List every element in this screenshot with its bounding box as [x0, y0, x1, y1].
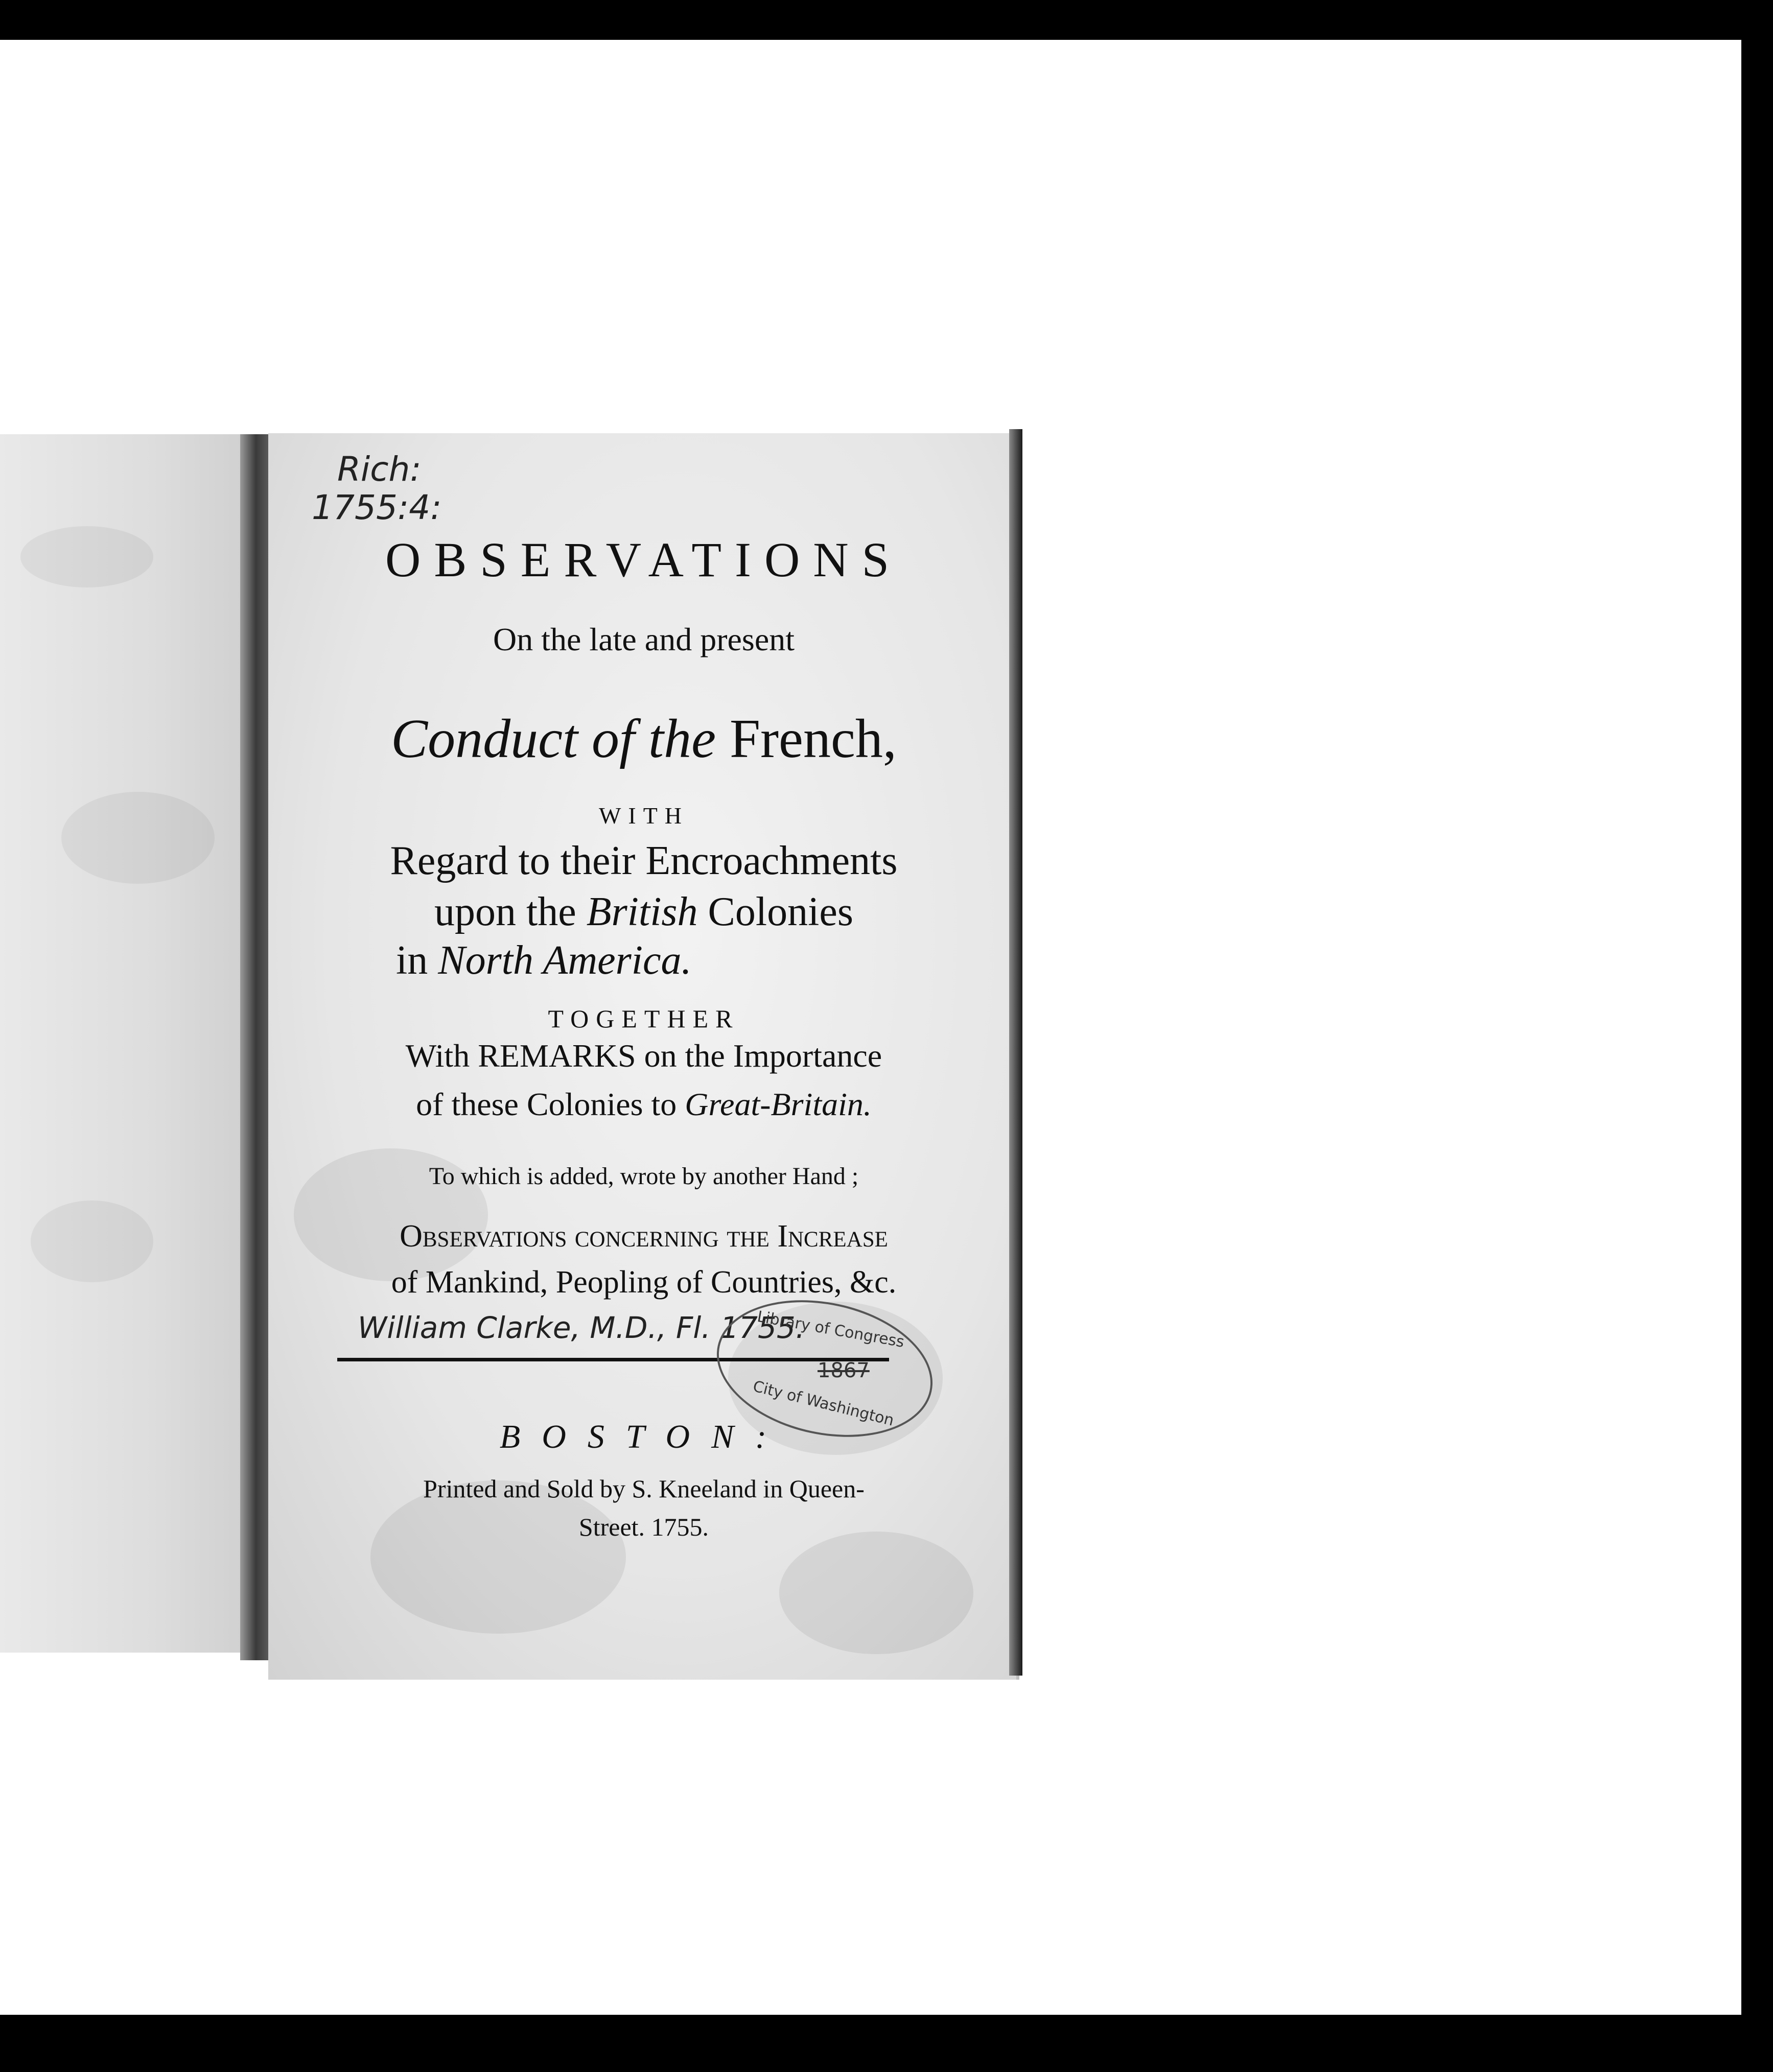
scan-border-top [0, 0, 1773, 40]
french-text: French, [730, 709, 897, 769]
together-word: TOGETHER [548, 1004, 740, 1033]
facing-blank-page [0, 434, 255, 1653]
stamp-year: 1867 [818, 1359, 870, 1382]
scan-border-right [1741, 0, 1773, 2072]
subtitle-line-2 [268, 708, 1019, 771]
owner-inscription: William Clarke, M.D., Fl. 1755. [358, 1310, 805, 1345]
north-america-line [268, 937, 1019, 984]
upon-text: upon the [434, 889, 576, 934]
scan-border-bottom [0, 2015, 1773, 2072]
conduct-text: Conduct of the [391, 709, 716, 769]
with-word: WITH [598, 803, 689, 829]
stamp-bottom-text: City of Washington [751, 1377, 896, 1430]
mankind-line: of Mankind, Peopling of Countries, &c. [391, 1265, 897, 1300]
observations-concerning-line: Observations concerning the Increase [400, 1219, 888, 1254]
in-text: in [396, 938, 428, 983]
subtitle-line-1: On the late and present [493, 621, 795, 657]
call-number-line2: 1755:4: [312, 488, 442, 527]
added-line: To which is added, wrote by another Hand ; [429, 1163, 859, 1190]
imprint-city: BOSTON: [499, 1418, 788, 1455]
british-text: British [586, 889, 698, 934]
book-title: OBSERVATIONS [385, 532, 903, 587]
north-america-text: North America. [438, 938, 692, 983]
regard-line: Regard to their Encroachments [390, 838, 898, 883]
imprint-printer: Printed and Sold by S. Kneeland in Queen- [423, 1474, 865, 1503]
call-number-line1: Rich: [337, 450, 422, 489]
great-britain-line [268, 1086, 1019, 1123]
stamp-top-text: Library of Congress [756, 1307, 906, 1352]
colonies-line [268, 889, 1019, 935]
colonies-text: Colonies [708, 889, 853, 934]
remarks-line: With REMARKS on the Importance [405, 1038, 882, 1074]
imprint-date: Street. 1755. [578, 1513, 709, 1541]
great-britain-text: Great-Britain. [685, 1086, 872, 1122]
of-these-text: of these Colonies to [416, 1086, 677, 1122]
